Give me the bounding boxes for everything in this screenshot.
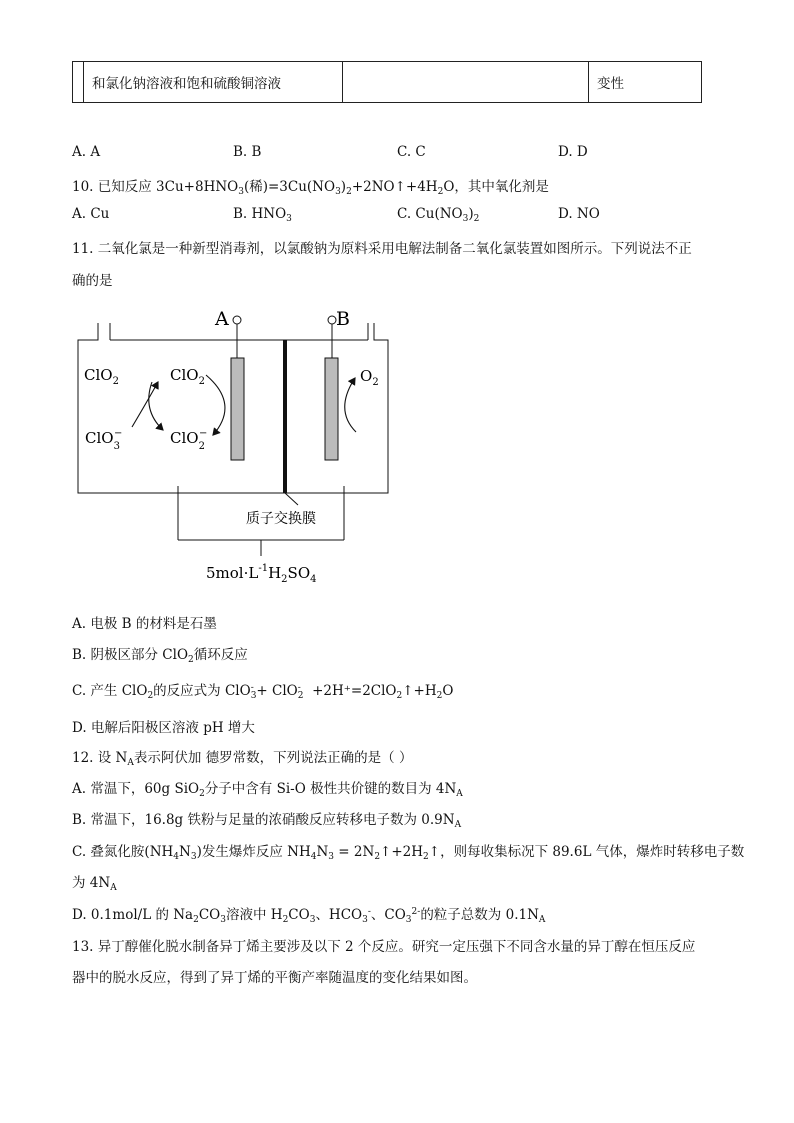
q11-option-d[interactable]: D. 电解后阳极区溶液 pH 增大 — [72, 720, 255, 736]
table-cell-conclusion: 变性 — [589, 62, 702, 103]
arrow-electrode-a-reduction — [206, 375, 225, 435]
species-clo2-left: ClO$_2$ — [84, 366, 119, 387]
q9-option-c[interactable]: C. C — [397, 144, 426, 160]
species-clo2-minus: ClO$_2$− — [170, 428, 208, 452]
electrolysis-diagram — [70, 300, 400, 595]
table-row — [73, 62, 702, 103]
q9-option-a[interactable]: A. A — [72, 144, 101, 160]
proton-exchange-membrane — [283, 340, 287, 493]
q10-option-d[interactable]: D. NO — [558, 206, 600, 222]
species-clo2-mid: ClO$_2$ — [170, 366, 205, 387]
species-clo3-minus: ClO$_3$− — [85, 428, 123, 452]
q10-option-c[interactable]: C. $Cu(NO_3)_2$ — [397, 206, 480, 224]
label-b: B — [336, 308, 350, 330]
membrane-label: 质子交换膜 — [246, 511, 316, 527]
arrow-clo2-to-clo2minus — [149, 382, 163, 430]
q9-option-d[interactable]: D. D — [558, 144, 588, 160]
q11-stem-line2: 确的是 — [72, 273, 113, 289]
q12-option-d[interactable]: D. 0.1mol/L 的 $Na_2CO_3$溶液中 $H_2CO_3$、$HCO_3^-$、$CO_3^{2-}$的粒子总数为 $0.1N_A$ — [72, 907, 546, 925]
q11-option-c[interactable]: C. 产生 ClO$_2$的反应式为 ClO - 3 + ClO - 2 $+2H^+=2ClO_2↑+H_2O$ — [72, 682, 454, 701]
q11-option-b[interactable]: B. 阴极区部分 ClO$_2$循环反应 — [72, 647, 248, 665]
answer-table — [72, 61, 702, 103]
q11-stem-line1: 11. 二氧化氯是一种新型消毒剂，以氯酸钠为原料采用电解法制备二氧化氯装置如图所示。下列说法不正 — [72, 241, 692, 257]
q12-stem: 12. 设 $N_A$表示阿伏加 德罗常数，下列说法正确的是（ ） — [72, 750, 413, 768]
arrow-electrode-b-oxidation — [345, 378, 356, 432]
q10-stem: 10. 已知反应 $3Cu+8HNO_3$(稀)$=3Cu(NO_3)_2+2NO↑+4H_2O$，其中氧化剂是 — [72, 179, 549, 197]
table-cell-index — [73, 62, 84, 103]
q12-option-a[interactable]: A. 常温下，60g SiO$_2$分子中含有 Si-O 极性共价键的数目为 $4N_A$ — [72, 781, 463, 799]
q13-stem-line1: 13. 异丁醇催化脱水制备异丁烯主要涉及以下 2 个反应。研究一定压强下不同含水量的异丁醇在恒压反应 — [72, 939, 696, 955]
electrode-b — [325, 358, 338, 460]
table-cell-reagent: 和氯化钠溶液和饱和硫酸铜溶液 — [84, 62, 343, 103]
terminal-b — [328, 316, 336, 324]
arrow-clo3-to-clo2 — [132, 382, 158, 427]
q12-option-c-line1[interactable]: C. 叠氮化胺$(NH_4N_3)$发生爆炸反应 $NH_4N_3$ = $2N_2↑+2H_2↑$，则每收集标况下 89.6L 气体，爆炸时转移电子数 — [72, 844, 745, 862]
q10-option-a[interactable]: A. Cu — [72, 206, 110, 222]
species-o2: $O_2$ — [360, 367, 379, 388]
q12-option-b[interactable]: B. 常温下，16.8g 铁粉与足量的浓硝酸反应转移电子数为 $0.9N_A$ — [72, 812, 462, 830]
q9-option-b[interactable]: B. B — [233, 144, 262, 160]
q11-option-a[interactable]: A. 电极 B 的材料是石墨 — [72, 616, 217, 632]
q13-stem-line2: 器中的脱水反应，得到了异丁烯的平衡产率随温度的变化结果如图。 — [72, 970, 477, 986]
electrode-a — [231, 358, 244, 460]
q12-option-c-line2[interactable]: 为 $4N_A$ — [72, 875, 117, 893]
q10-option-b[interactable]: B. $HNO_3$ — [233, 206, 292, 224]
terminal-a — [233, 316, 241, 324]
label-a: A — [215, 308, 229, 330]
acid-label: $5mol\cdot L^{-1}H_2SO_4$ — [206, 563, 317, 585]
table-cell-phenomenon — [343, 62, 589, 103]
